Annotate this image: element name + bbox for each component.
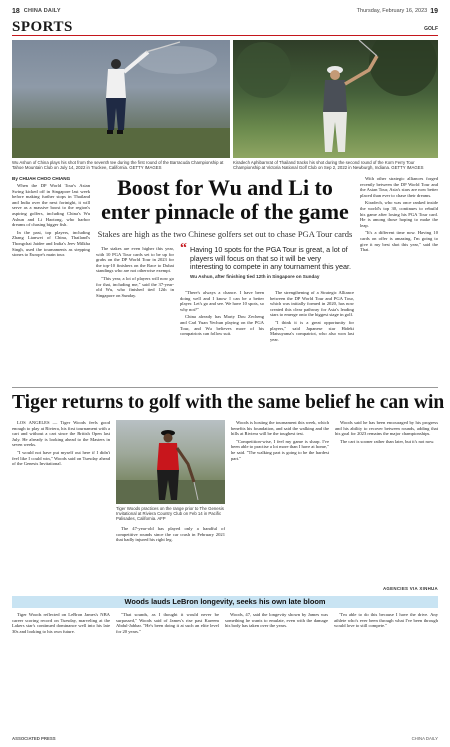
story1-column-4 bbox=[270, 290, 354, 344]
kiradech-photo bbox=[233, 40, 438, 158]
story-byline: By CHUAH CHOO CHIANG bbox=[12, 176, 71, 181]
wu-ashun-photo bbox=[12, 40, 230, 158]
photo-caption-wu: Wu Ashun of China plays his shot from the seventh tee during the first round of the Barracuda Championship at Tahoe Mountain Club on July 14, 2022 in Truckee, California. GETTY IMAGES bbox=[12, 160, 224, 171]
story2-headline: Tiger returns to golf with the same belief he can win bbox=[12, 392, 445, 413]
story1-headline: Boost for Wu and Li to enter pinnacle of the game bbox=[101, 175, 349, 224]
story1-deck: Stakes are high as the two Chinese golfers set out to chase PGA Tour cards bbox=[97, 229, 353, 239]
page-number-left: 18 bbox=[12, 7, 20, 15]
tiger-woods-photo bbox=[116, 420, 225, 504]
paragraph: The stakes are even higher this year, with 10 PGA Tour cards set to be up for grabs on the DP World Tour in 2023 for the top-10 finishers on the Race to Dubai standings who are not otherwise exempt. bbox=[96, 246, 174, 274]
sidebar-headline: Woods lauds LeBron longevity, seeks his own late bloom bbox=[124, 597, 326, 606]
story1-column-3 bbox=[180, 290, 264, 339]
page-header bbox=[12, 4, 438, 18]
story-divider bbox=[12, 387, 438, 388]
paragraph: In the past, top players, including Zhang Lianwei of China, Thailand's Thongchai Jaidee and India's Jeev Milkha Singh, used the tournaments as stepping stones to Europe's main tour. bbox=[12, 229, 90, 258]
paragraph: "I think it is a great opportunity for players," said Japanese star Hideki Matsuyama's compatriot, who also won last year. bbox=[270, 319, 354, 342]
newspaper-name: CHINA DAILY bbox=[23, 8, 61, 14]
paragraph: "There's always a chance. I have been doing well and I know I can be a better player. Let's go and see. We have 10 spots, so why not?" bbox=[180, 290, 264, 312]
golfer-swing-illustration bbox=[12, 40, 230, 158]
story2-column-2 bbox=[116, 526, 225, 545]
paragraph: Kiradech, who was once ranked inside the world's top 30, continues to rebuild his game after losing his PGA Tour card. He is among those hoping to make the leap. bbox=[360, 200, 438, 228]
sidebar-column-4 bbox=[334, 612, 438, 631]
paragraph: LOS ANGELES — Tiger Woods feels good enough to play at Riviera, his first tournament with a cart and without a cart since the British Open last July. He already is looking ahead to the Masters in seven weeks. bbox=[12, 420, 110, 448]
sidebar-column-2 bbox=[116, 612, 219, 636]
story1-column-5 bbox=[360, 176, 438, 255]
header-right bbox=[357, 8, 438, 15]
photo-caption-tiger: Tiger Woods practices on the range prior to The Genesis Invitational at Riviera Country Club on Feb 14 in Pacific Palisades, California. AFP bbox=[116, 506, 224, 522]
golfer-followthrough-illustration bbox=[233, 40, 438, 158]
paragraph: Woods, 47, said the longevity shown by James was something he wants to emulate, even with the damage his body has taken over the years. bbox=[225, 612, 328, 629]
paragraph: The 47-year-old has played only a handful of competitive rounds since the car crash in February 2021 that badly injured his right leg. bbox=[116, 526, 225, 543]
page-number-right: 19 bbox=[430, 7, 438, 15]
story1-column-1 bbox=[12, 183, 90, 260]
section-kicker: GOLF bbox=[424, 26, 438, 32]
paragraph: The strengthening of a Strategic Alliance between the DP World Tour and PGA Tour, which was initially formed in 2020, has now created this clear pathway for Asia's leading stars to emerge onto the biggest stage in golf. bbox=[270, 290, 354, 318]
sidebar-agency-credit: ASSOCIATED PRESS bbox=[12, 736, 56, 741]
section-title: SPORTS bbox=[12, 19, 73, 35]
story2-column-4 bbox=[335, 420, 438, 446]
paragraph: "Competition-wise, I feel my game is sharp. I've been able to practise a lot more than I have at home," he said. "The walking part is going to be the hardest part." bbox=[231, 438, 329, 461]
paragraph: "This year, a lot of players will now go for that, including me," said the 37-year-old Wu, who finished tied 12th in Singapore on Sunday. bbox=[96, 275, 174, 298]
footer-paper-name: CHINA DAILY bbox=[411, 736, 438, 741]
sidebar-column-3 bbox=[225, 612, 328, 631]
photo-caption-kiradech: Kiradech Aphibarnrat of Thailand tracks his shot during the second round of the Korn Ferry Tour Championship at Victoria National Golf Club on Sep 2, 2022 in Newburgh, Indiana. GETTY IMAGES bbox=[233, 160, 424, 171]
issue-date: Thursday, February 16, 2023 bbox=[356, 8, 428, 14]
story2-column-3 bbox=[231, 420, 329, 463]
paragraph: With other strategic alliances forged recently between the DP World Tour and the Asian Tour, Asia's stars are now better placed than ever to chase their dreams. bbox=[360, 176, 438, 198]
tiger-woods-illustration bbox=[116, 420, 225, 504]
story2-agency-credit: AGENCIES VIA XINHUA bbox=[382, 586, 438, 591]
story1-column-2 bbox=[96, 246, 174, 300]
quote-mark-icon: “ bbox=[180, 241, 187, 256]
pull-quote-text: Having 10 spots for the PGA Tour is great, a lot of players will focus on that so it will be very interesting to compete in any tournament this year. bbox=[190, 245, 352, 272]
paragraph: "I would not have put myself out here if I didn't feel like I could win," Woods said on Tuesday ahead of the Genesis Invitational. bbox=[12, 449, 110, 467]
paragraph: When the DP World Tour's Asian Swing kicked off in Singapore last week before making further stops in Thailand and India over the next fortnight, it will serve as a massive boost to the region's aspiring golfers, including China's Wu Ashun and Li Haotong, who harbor dreams of chasing bigger fish. bbox=[12, 183, 90, 228]
story2-column-1 bbox=[12, 420, 110, 469]
paragraph: Woods said he has been encouraged by his progress and his ability to recover between rounds, adding that his goal for 2023 remains the major championships. bbox=[335, 420, 438, 437]
paragraph: "That sounds, as I thought it would never be surpassed," Woods said of James's rise past Kareem Abdul-Jabbar. "He's been doing it at such an elite level for 20 years." bbox=[116, 612, 219, 634]
pull-quote-attribution: Wu Ashun, after finishing tied 12th in Singapore on Sunday bbox=[190, 273, 320, 279]
section-rule bbox=[12, 18, 438, 36]
pull-quote bbox=[180, 241, 354, 279]
paragraph: The cart is sooner rather than later, but it's not now. bbox=[340, 438, 435, 444]
paragraph: Tiger Woods reflected on LeBron James's NBA career scoring record on Tuesday, marveling at the Lakers star's continued dominance well into his late 30s and looking to his own future. bbox=[12, 612, 110, 634]
paragraph: "I'm able to do this because I have the drive. Any athlete who's ever been through what I've been through would love to still compete." bbox=[334, 612, 438, 629]
paragraph: "It's a different time now. Having 10 cards on offer is amazing, I'm going to give it my best shot this year," said the Thai. bbox=[360, 230, 438, 253]
paragraph: China already has Marty Dou Zecheng and Carl Yuan Yechun playing on the PGA Tour, and Wu believes more of his compatriots can follow suit. bbox=[180, 314, 264, 337]
paragraph: Woods is hosting the tournament this week, which benefits his foundation, and said the walking and the hills at Riviera will be the toughest test. bbox=[231, 420, 329, 437]
sidebar-column-1 bbox=[12, 612, 110, 636]
